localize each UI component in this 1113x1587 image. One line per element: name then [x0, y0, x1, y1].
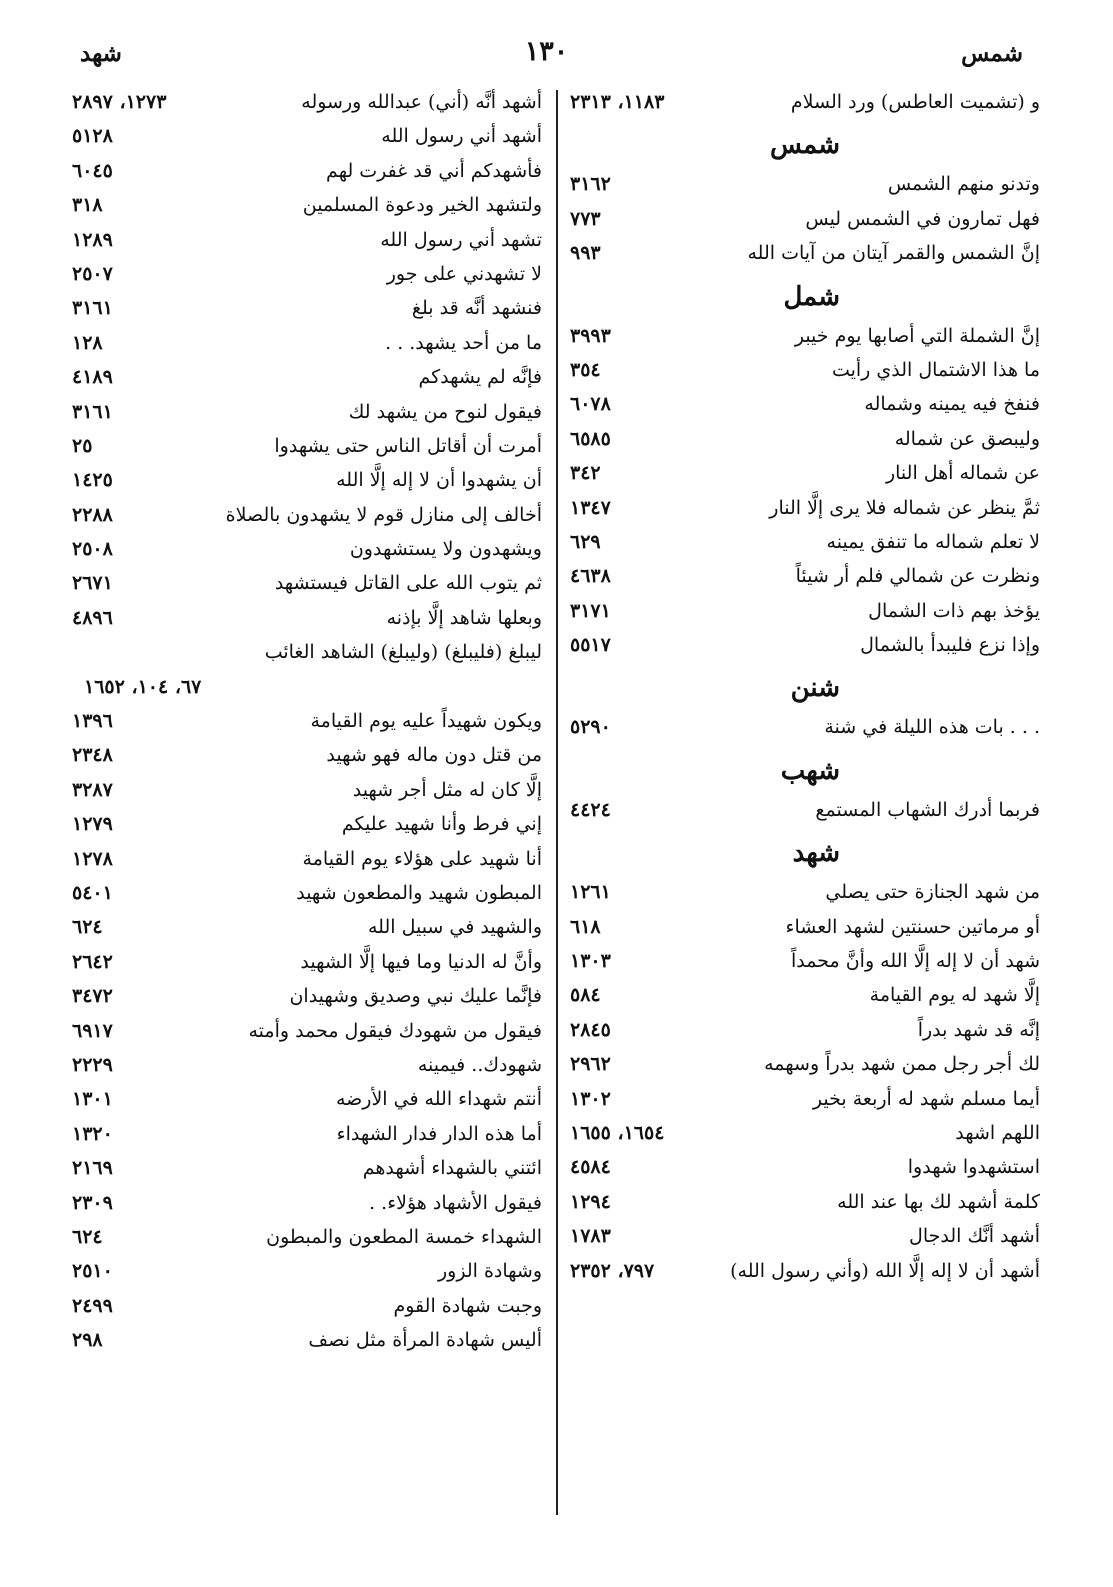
entry-text: وجبت شهادة القوم — [393, 1294, 542, 1317]
entry-reference-number: ٤٦٣٨ — [570, 565, 611, 588]
entry-text: إنَّ الشمس والقمر آيتان من آيات الله — [747, 242, 1040, 265]
entry-text: ما من أحد يشهد. . . — [385, 331, 542, 354]
entry-reference-number: ٩٩٣ — [570, 242, 601, 265]
entry-reference-number: ١٣٤٧ — [570, 496, 611, 519]
index-entry — [570, 1050, 1040, 1084]
entry-reference-number: ١٢٨ — [72, 331, 103, 354]
index-entry — [570, 390, 1040, 424]
entry-text: فيقول لنوح من يشهد لك — [348, 400, 542, 423]
index-entry — [72, 1292, 542, 1326]
entry-text: أخالف إلى منازل قوم لا يشهدون بالصلاة — [225, 503, 542, 526]
entry-text: ما هذا الاشتمال الذي رأيت — [831, 358, 1040, 381]
index-entry — [570, 878, 1040, 912]
index-entry — [72, 191, 542, 225]
heading-word: شنن — [790, 673, 840, 704]
index-entry — [72, 1189, 542, 1223]
entry-text: عن شماله أهل النار — [885, 462, 1040, 485]
entry-reference-number: ٢٩٦٢ — [570, 1053, 611, 1076]
index-entry — [72, 776, 542, 810]
index-entry — [570, 205, 1040, 239]
index-entry — [72, 260, 542, 294]
index-entry — [570, 1016, 1040, 1050]
entry-reference-number: ٢٨٤٥ — [570, 1018, 611, 1041]
index-entry — [72, 535, 542, 569]
entry-text: وتدنو منهم الشمس — [887, 173, 1040, 196]
index-entry — [570, 947, 1040, 981]
heading-word: شمل — [783, 281, 840, 312]
section-heading — [570, 665, 1040, 713]
entry-text: فإنَّه لم يشهدكم — [418, 366, 542, 389]
entry-reference-number: ٦١٨ — [570, 915, 601, 938]
index-entry — [570, 356, 1040, 390]
index-entry — [72, 466, 542, 500]
index-entry — [570, 981, 1040, 1015]
entry-reference-number: ٢٢٨٨ — [72, 503, 113, 526]
entry-reference-number: ٥٥١٧ — [570, 634, 611, 657]
index-entry — [570, 913, 1040, 947]
entry-reference-number: ٥٤٠١ — [72, 881, 113, 904]
entry-text: ويشهدون ولا يستشهدون — [349, 538, 542, 561]
entry-reference-number: ٢٥٠٧ — [72, 262, 113, 285]
entry-text: ثم يتوب الله على القاتل فيستشهد — [274, 572, 542, 595]
index-entry — [570, 1153, 1040, 1187]
index-entry — [72, 1223, 542, 1257]
index-entry — [72, 1085, 542, 1119]
index-entry — [72, 1154, 542, 1188]
heading-word: شمس — [770, 130, 840, 161]
index-entry — [570, 1222, 1040, 1256]
entry-reference-number: ١٤٢٥ — [72, 469, 113, 492]
entry-reference-number: ٢٦٧١ — [72, 572, 113, 595]
entry-text: الشهداء خمسة المطعون والمبطون — [266, 1225, 542, 1248]
index-entry — [72, 1326, 542, 1360]
entry-reference-number: ١١٨٣، ٢٣١٣ — [570, 91, 665, 113]
entry-reference-number: ٣٤٧٢ — [72, 985, 113, 1008]
entry-text: شهد أن لا إله إلَّا الله وأنَّ محمداً — [791, 950, 1040, 973]
page-header — [70, 36, 1023, 76]
entry-text: أشهد أنَّه (أني) عبدالله ورسوله — [301, 91, 542, 113]
index-entry — [570, 528, 1040, 562]
entry-text: إلَّا كان له مثل أجر شهيد — [352, 778, 542, 801]
entry-text: فنشهد أنَّه قد بلغ — [411, 297, 542, 320]
entry-reference-number: ٥٨٤ — [570, 984, 601, 1007]
index-entry — [570, 88, 1040, 122]
column-divider — [556, 90, 558, 1515]
index-entry — [72, 1120, 542, 1154]
entry-reference-number: ٦٠٤٥ — [72, 159, 113, 182]
heading-word: شهد — [792, 838, 840, 869]
index-entry — [72, 879, 542, 913]
entry-reference-number: ٤٨٩٦ — [72, 606, 113, 629]
index-entry — [72, 638, 542, 672]
entry-reference-number: ١٣٠٢ — [570, 1087, 611, 1110]
entry-text: لك أجر رجل ممن شهد بدراً وسهمه — [764, 1053, 1040, 1076]
entry-text: فأشهدكم أني قد غفرت لهم — [326, 159, 542, 182]
entry-reference-number: ١٦٥٤، ١٦٥٥ — [570, 1121, 665, 1144]
entry-text: يؤخذ بهم ذات الشمال — [868, 599, 1040, 622]
header-left-word: شهد — [80, 40, 122, 67]
index-entry — [72, 329, 542, 363]
entry-reference-number: ٣٩٩٣ — [570, 324, 611, 347]
entry-text: أشهد أني رسول الله — [381, 125, 542, 148]
entry-reference-number: ٧٧٣ — [570, 207, 601, 230]
right-column — [570, 88, 1040, 1291]
left-column — [72, 88, 542, 1360]
entry-reference-number: ٧٩٧، ٢٣٥٢ — [570, 1259, 655, 1282]
entry-reference-number: ١٢٨٩ — [72, 228, 113, 251]
index-entry — [72, 432, 542, 466]
entry-text: وشهادة الزور — [438, 1260, 542, 1283]
index-entry — [72, 604, 542, 638]
entry-reference-number: ١٢٧٨ — [72, 847, 113, 870]
entry-reference-number: ٤٤٢٤ — [570, 798, 611, 821]
entry-text: فنفخ فيه يمينه وشماله — [864, 393, 1040, 416]
entry-reference-number: ٦٢٤ — [72, 1225, 103, 1248]
entry-text: أنا شهيد على هؤلاء يوم القيامة — [302, 847, 542, 870]
index-entry — [570, 713, 1040, 747]
entry-reference-number: ٣٤٢ — [570, 462, 601, 485]
entry-text: فهل تمارون في الشمس ليس — [805, 207, 1040, 230]
index-entry — [72, 294, 542, 328]
index-entry — [72, 501, 542, 535]
index-entry — [570, 239, 1040, 273]
entry-reference-number: ٥١٢٨ — [72, 125, 113, 148]
entry-text: إني فرط وأنا شهيد عليكم — [341, 813, 542, 836]
entry-reference-number: ٣١٦١ — [72, 400, 113, 423]
entry-text: فيقول من شهودك فيقول محمد وأمته — [248, 1019, 542, 1042]
index-entry — [72, 226, 542, 260]
entry-text: فيقول الأشهاد هؤلاء. . — [369, 1191, 542, 1214]
entry-reference-number: ٢٥١٠ — [72, 1260, 113, 1283]
entry-reference-number: ٢٩٨ — [72, 1329, 103, 1352]
entry-text: تشهد أني رسول الله — [380, 228, 542, 251]
entry-reference-number: ٢١٦٩ — [72, 1157, 113, 1180]
index-entry — [570, 170, 1040, 204]
entry-text: ائتني بالشهداء أشهدهم — [362, 1157, 542, 1180]
index-entry — [72, 845, 542, 879]
entry-text: شهودك.. فيمينه — [417, 1053, 542, 1076]
entry-reference-number: ٣٢٨٧ — [72, 778, 113, 801]
entry-reference-number: ١٢٩٤ — [570, 1190, 611, 1213]
header-right-word: شمس — [961, 40, 1023, 67]
entry-reference-number: ١٢٧٣، ٢٨٩٧ — [72, 91, 167, 113]
entry-text: والشهيد في سبيل الله — [367, 916, 542, 939]
entry-reference-number: ٢٥٠٨ — [72, 538, 113, 561]
entry-reference-number: ٢٦٤٢ — [72, 950, 113, 973]
section-heading — [570, 122, 1040, 170]
entry-text: ونظرت عن شمالي فلم أر شيئاً — [795, 565, 1040, 588]
entry-text: فربما أدرك الشهاب المستمع — [815, 798, 1040, 821]
index-entry — [570, 1257, 1040, 1291]
index-entry — [570, 322, 1040, 356]
entry-reference-number: ٦٥٨٥ — [570, 427, 611, 450]
entry-reference-number: ٢٤٩٩ — [72, 1294, 113, 1317]
entry-reference-number: ٢٥ — [72, 434, 93, 457]
entry-reference-number: ٢٢٢٩ — [72, 1053, 113, 1076]
entry-text: إنَّ الشملة التي أصابها يوم خيبر — [794, 324, 1040, 347]
index-entry — [72, 1017, 542, 1051]
page-number: ١٣٠ — [524, 36, 569, 67]
index-entry — [72, 810, 542, 844]
section-heading — [570, 748, 1040, 796]
index-entry — [570, 425, 1040, 459]
entry-text: أليس شهادة المرأة مثل نصف — [308, 1329, 542, 1352]
index-entry — [570, 494, 1040, 528]
entry-reference-number: ٣١٨ — [72, 194, 103, 217]
entry-reference-number: ٣١٦١ — [72, 297, 113, 320]
index-entry — [570, 631, 1040, 665]
index-entry — [72, 1051, 542, 1085]
entry-text: أما هذه الدار فدار الشهداء — [336, 1122, 542, 1145]
index-entry — [72, 1257, 542, 1291]
entry-text: ليبلغ (فليبلغ) (وليبلغ) الشاهد الغائب — [264, 641, 542, 664]
entry-reference-number: ٦٠٧٨ — [570, 393, 611, 416]
index-entry — [72, 88, 542, 122]
entry-reference-number: ٢٣٤٨ — [72, 744, 113, 767]
index-entry — [72, 569, 542, 603]
index-entry — [72, 741, 542, 775]
entry-text: و (تشميت العاطس) ورد السلام — [790, 91, 1040, 113]
entry-text: المبطون شهيد والمطعون شهيد — [296, 881, 542, 904]
entry-text: إلَّا شهد له يوم القيامة — [869, 984, 1040, 1007]
entry-reference-number: ٦٢٤ — [72, 916, 103, 939]
index-entry — [72, 707, 542, 741]
index-entry — [570, 597, 1040, 631]
entry-reference-number: ٣١٦٢ — [570, 173, 611, 196]
entry-reference-number: ٣٥٤ — [570, 358, 601, 381]
entry-text: أنتم شهداء الله في الأرضه — [335, 1088, 542, 1111]
index-entry — [72, 363, 542, 397]
entry-text: إنَّه قد شهد بدراً — [917, 1018, 1040, 1041]
index-entry — [72, 398, 542, 432]
entry-text: فإنَّما عليك نبي وصديق وشهيدان — [289, 985, 542, 1008]
section-heading — [570, 830, 1040, 878]
entry-reference-number: ١٢٦١ — [570, 881, 611, 904]
index-entry — [570, 459, 1040, 493]
entry-text: كلمة أشهد لك بها عند الله — [837, 1190, 1040, 1213]
index-entry — [72, 913, 542, 947]
entry-reference-number: ٤١٨٩ — [72, 366, 113, 389]
entry-reference-number: ٤٥٨٤ — [570, 1156, 611, 1179]
entry-text: ثمَّ ينظر عن شماله فلا يرى إلَّا النار — [769, 496, 1040, 519]
index-entry — [72, 982, 542, 1016]
entry-text: أيما مسلم شهد له أربعة بخير — [812, 1087, 1040, 1110]
entry-text: استشهدوا شهدوا — [907, 1156, 1040, 1179]
entry-text: لا تعلم شماله ما تنفق يمينه — [826, 530, 1040, 553]
index-entry — [72, 948, 542, 982]
section-heading — [570, 274, 1040, 322]
entry-text: اللهم اشهد — [955, 1121, 1040, 1144]
heading-word: شهب — [780, 755, 840, 786]
index-entry — [570, 1188, 1040, 1222]
entry-text: أشهد أنَّك الدجال — [909, 1225, 1040, 1248]
entry-reference-number: ٦٢٩ — [570, 530, 601, 553]
index-entry — [570, 562, 1040, 596]
entry-reference-number: ١٣٩٦ — [72, 710, 113, 733]
entry-reference-number: ٦٧، ١٠٤، ١٦٥٢ — [84, 675, 202, 698]
index-entry — [570, 1085, 1040, 1119]
entry-reference-number: ١٧٨٣ — [570, 1225, 611, 1248]
entry-text: أمرت أن أقاتل الناس حتى يشهدوا — [274, 434, 542, 457]
index-entry — [570, 796, 1040, 830]
entry-reference-number: ٣١٧١ — [570, 599, 611, 622]
entry-text: من قتل دون ماله فهو شهيد — [326, 744, 542, 767]
entry-text: من شهد الجنازة حتى يصلي — [825, 881, 1040, 904]
entry-text: وإذا نزع فليبدأ بالشمال — [860, 634, 1040, 657]
entry-text: أن يشهدوا أن لا إله إلَّا الله — [336, 469, 542, 492]
index-entry — [72, 122, 542, 156]
entry-reference-number: ١٢٧٩ — [72, 813, 113, 836]
index-entry — [570, 1119, 1040, 1153]
entry-reference-number: ١٣٢٠ — [72, 1122, 113, 1145]
index-entry — [72, 673, 542, 707]
entry-text: وبعلها شاهد إلَّا بإذنه — [386, 606, 542, 629]
entry-text: لا تشهدني على جور — [386, 262, 542, 285]
entry-text: أو مرماتين حسنتين لشهد العشاء — [785, 915, 1040, 938]
entry-text: . . . بات هذه الليلة في شنة — [824, 716, 1040, 739]
entry-text: ولتشهد الخير ودعوة المسلمين — [302, 194, 542, 217]
entry-reference-number: ٥٢٩٠ — [570, 716, 611, 739]
entry-text: وليبصق عن شماله — [894, 427, 1040, 450]
entry-reference-number: ٢٣٠٩ — [72, 1191, 113, 1214]
entry-text: وأنَّ له الدنيا وما فيها إلَّا الشهيد — [300, 950, 542, 973]
entry-text: أشهد أن لا إله إلَّا الله (وأني رسول الله) — [730, 1259, 1040, 1282]
entry-reference-number: ٦٩١٧ — [72, 1019, 113, 1042]
entry-reference-number: ١٣٠٣ — [570, 950, 611, 973]
entry-text: ويكون شهيداً عليه يوم القيامة — [310, 710, 542, 733]
index-entry — [72, 157, 542, 191]
entry-reference-number: ١٣٠١ — [72, 1088, 113, 1111]
